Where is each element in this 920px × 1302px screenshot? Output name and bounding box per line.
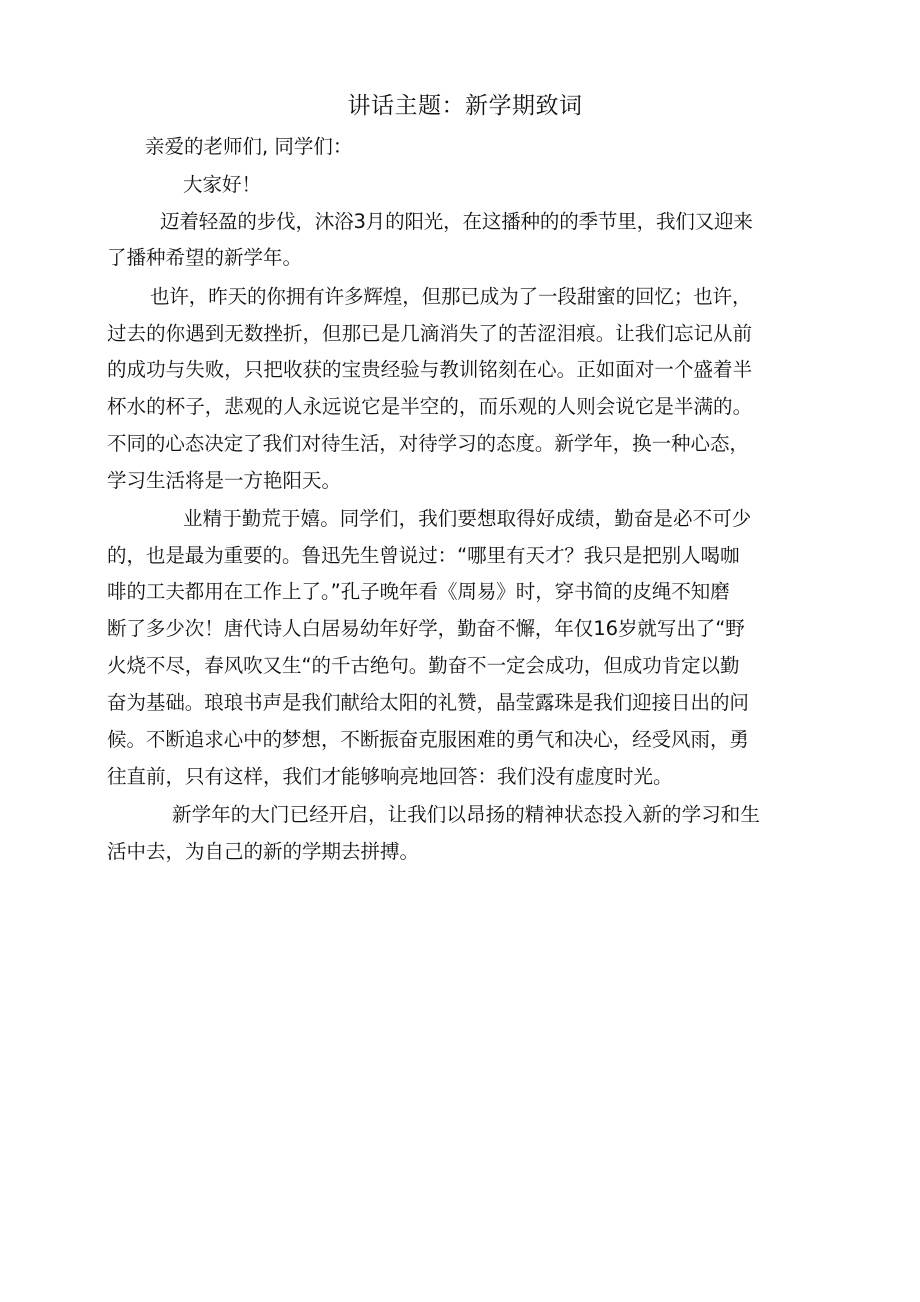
paragraph-line: 迈着轻盈的步伐，沐浴3月的阳光，在这播种的的季节里，我们又迎来 bbox=[160, 210, 753, 233]
paragraph-line: 学习生活将是一方艳阳天。 bbox=[107, 469, 342, 492]
paragraph-line: 也许，昨天的你拥有许多辉煌，但那已成为了一段甜蜜的回忆；也许， bbox=[150, 285, 752, 308]
paragraph-line: 不同的心态决定了我们对待生活，对待学习的态度。新学年，换一种心态， bbox=[107, 432, 749, 455]
paragraph-line: 的成功与失败，只把收获的宝贵经验与教训铭刻在心。正如面对一个盛着半 bbox=[107, 358, 753, 381]
salutation: 亲爱的老师们, 同学们： bbox=[145, 135, 353, 158]
paragraph-line: 奋为基础。琅琅书声是我们献给太阳的礼赞，晶莹露珠是我们迎接日出的问 bbox=[107, 691, 749, 714]
greeting: 大家好！ bbox=[183, 173, 262, 196]
paragraph-line: 断了多少次！唐代诗人白居易幼年好学，勤奋不懈，年仅16岁就写出了“野 bbox=[107, 617, 745, 640]
paragraph-line: 的，也是最为重要的。鲁迅先生曾说过：“哪里有天才？我只是把别人喝咖 bbox=[107, 544, 740, 567]
paragraph-line: 了播种希望的新学年。 bbox=[107, 246, 303, 269]
document-title: 讲话主题：新学期致词 bbox=[347, 93, 583, 119]
paragraph-line: 新学年的大门已经开启，让我们以昂扬的精神状态投入新的学习和生 bbox=[172, 803, 761, 826]
paragraph-line: 业精于勤荒于嬉。同学们，我们要想取得好成绩，勤奋是必不可少 bbox=[183, 507, 752, 530]
paragraph-line: 啡的工夫都用在工作上了。”孔子晚年看《周易》时，穿书简的皮绳不知磨 bbox=[107, 580, 730, 603]
paragraph-line: 过去的你遇到无数挫折，但那已是几滴消失了的苦涩泪痕。让我们忘记从前 bbox=[107, 322, 753, 345]
paragraph-line: 候。不断追求心中的梦想，不断振奋克服困难的勇气和决心，经受风雨，勇 bbox=[107, 728, 749, 751]
paragraph-line: 杯水的杯子，悲观的人永远说它是半空的，而乐观的人则会说它是半满的。 bbox=[107, 395, 753, 418]
paragraph-line: 活中去，为自己的新的学期去拼搏。 bbox=[107, 840, 420, 863]
paragraph-line: 火烧不尽，春风吹又生“的千古绝句。勤奋不一定会成功，但成功肯定以勤 bbox=[107, 654, 740, 677]
paragraph-line: 往直前，只有这样，我们才能够响亮地回答：我们没有虚度时光。 bbox=[107, 765, 673, 788]
